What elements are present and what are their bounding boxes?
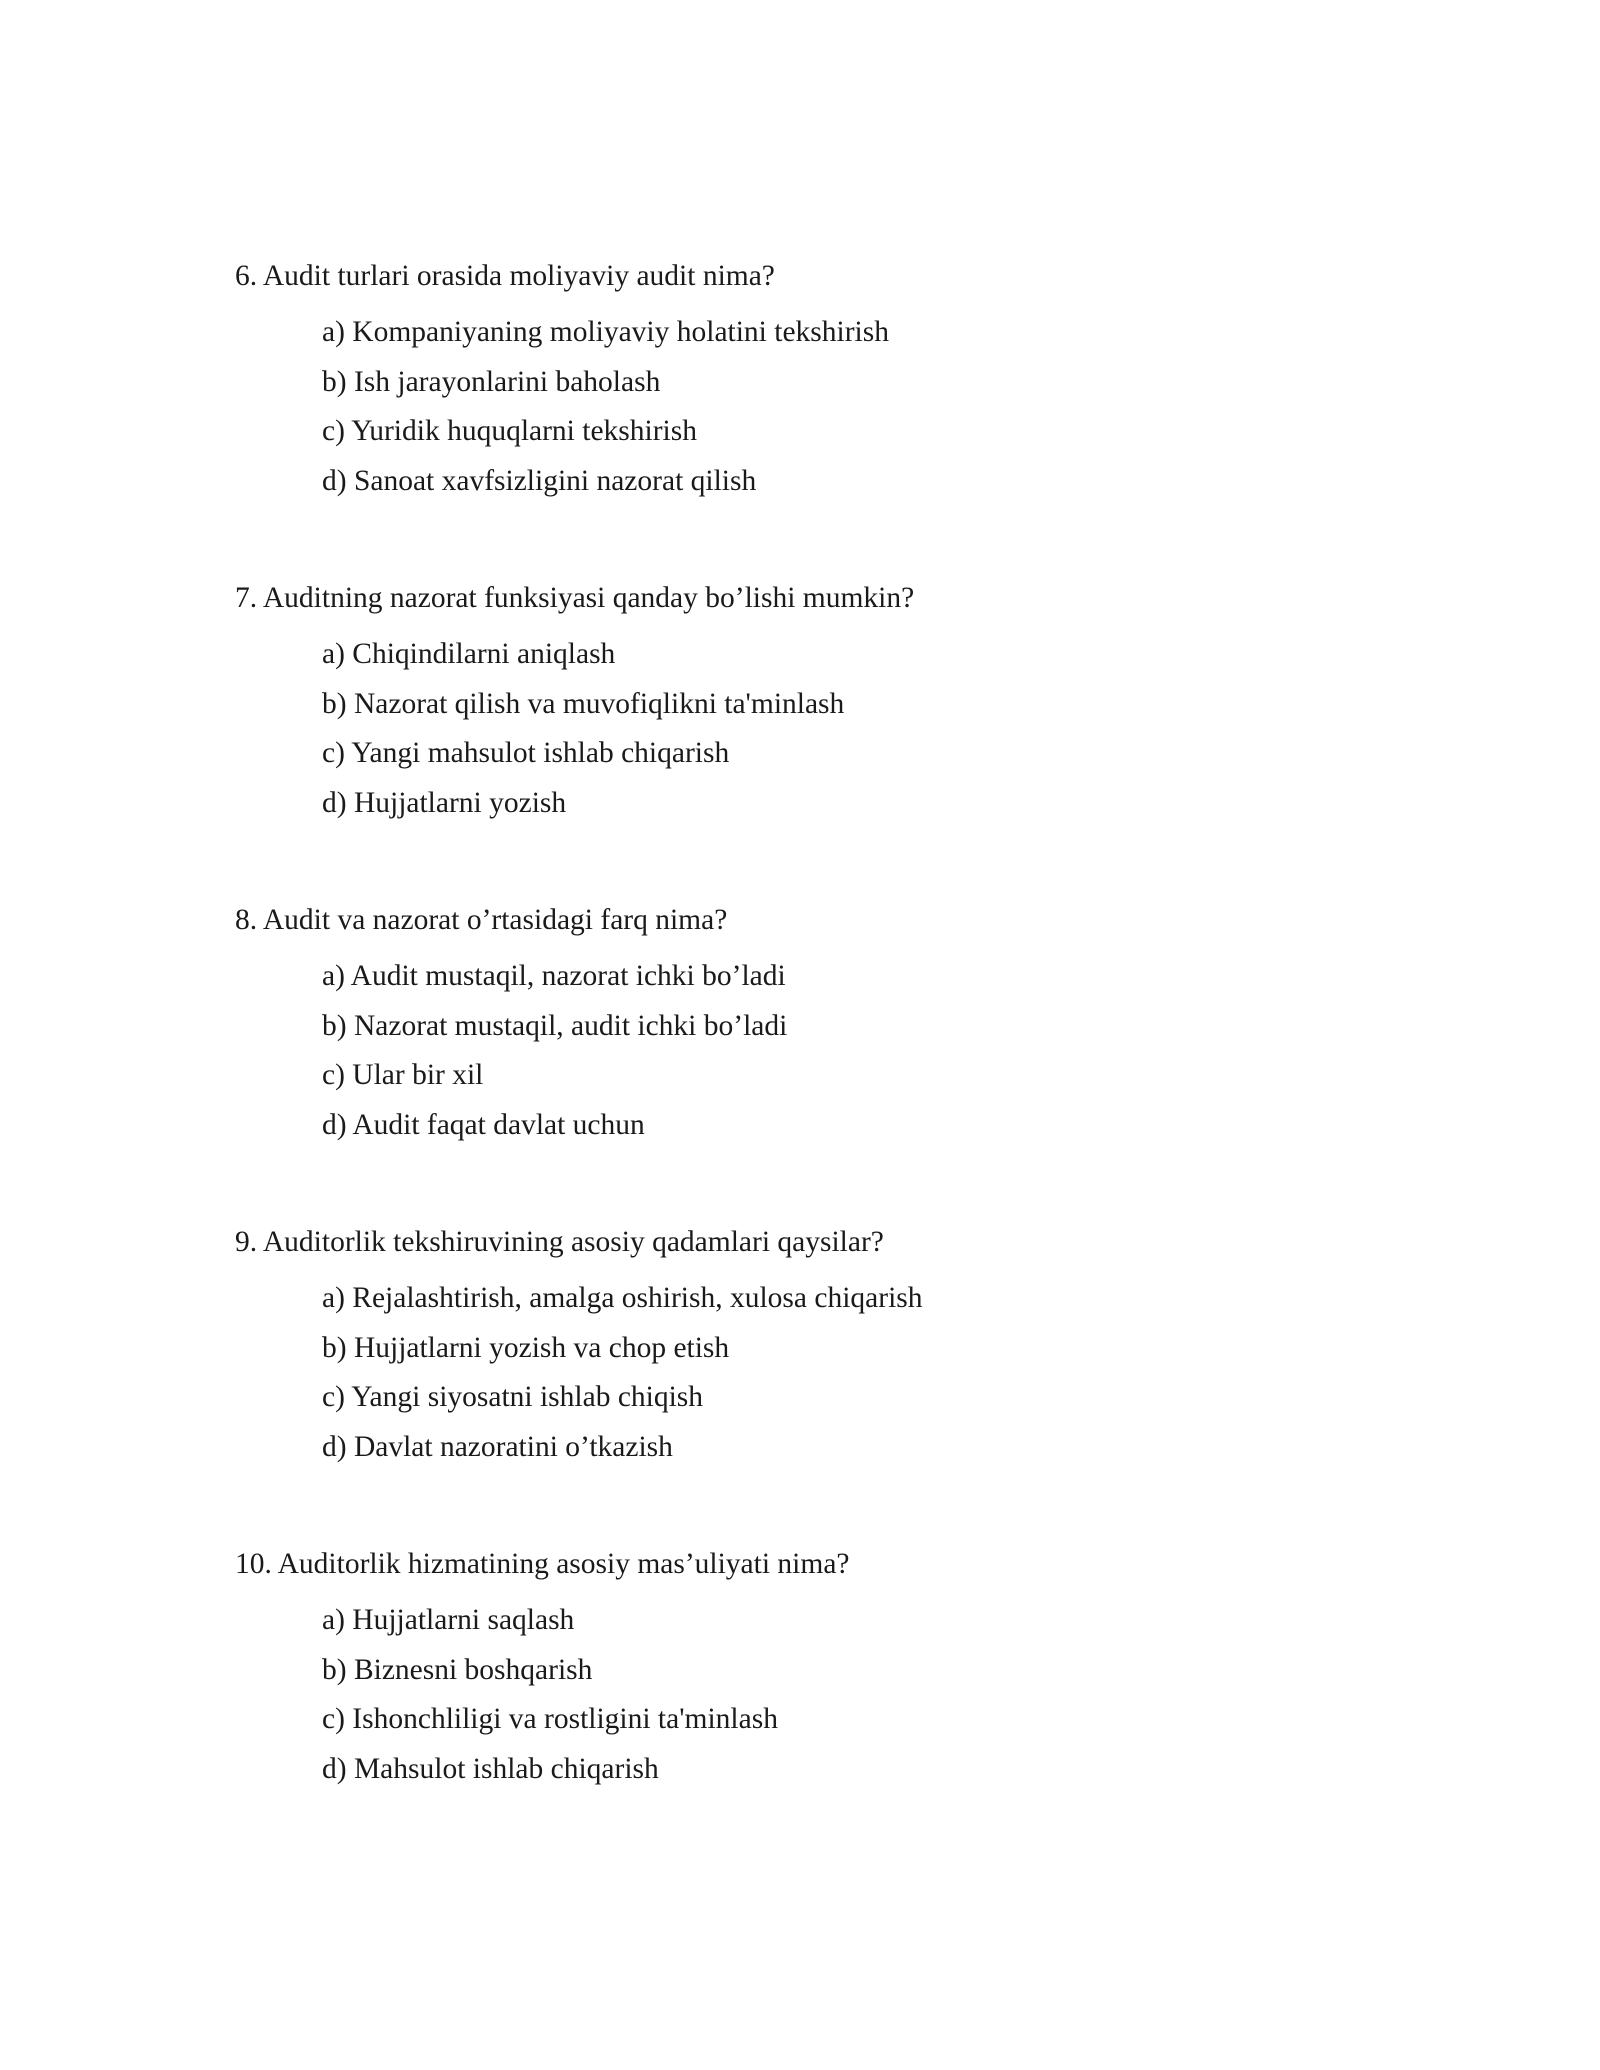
- question-text: 10. Auditorlik hizmatining asosiy mas’uliyati nima?: [235, 1548, 850, 1580]
- answer-options: [322, 636, 1435, 834]
- option-a: a) Kompaniyaning moliyaviy holatini tekshirish: [322, 316, 889, 348]
- question-text: 9. Auditorlik tekshiruvining asosiy qadamlari qaysilar?: [235, 1226, 884, 1258]
- option-a: a) Rejalashtirish, amalga oshirish, xulosa chiqarish: [322, 1282, 923, 1314]
- question-text: 7. Auditning nazorat funksiyasi qanday bo’lishi mumkin?: [235, 582, 915, 614]
- option-c: c) Yangi mahsulot ishlab chiqarish: [322, 737, 730, 769]
- question-9: [235, 1224, 1435, 1478]
- answer-options: [322, 1602, 1435, 1800]
- option-d: d) Audit faqat davlat uchun: [322, 1108, 645, 1141]
- option-b: b) Nazorat qilish va muvofiqlikni ta'minlash: [322, 687, 845, 720]
- question-8: [235, 902, 1435, 1156]
- answer-options: [322, 958, 1435, 1156]
- option-c: c) Ishonchliligi va rostligini ta'minlash: [322, 1703, 778, 1735]
- question-7: [235, 580, 1435, 834]
- option-c: c) Yangi siyosatni ishlab chiqish: [322, 1381, 704, 1413]
- option-b: b) Ish jarayonlarini baholash: [322, 365, 661, 398]
- option-b: b) Biznesni boshqarish: [322, 1653, 593, 1686]
- question-text: 8. Audit va nazorat o’rtasidagi farq nima?: [235, 904, 728, 936]
- option-a: a) Audit mustaqil, nazorat ichki bo’ladi: [322, 960, 786, 992]
- answer-options: [322, 314, 1435, 512]
- option-c: c) Yuridik huquqlarni tekshirish: [322, 415, 697, 447]
- option-b: b) Nazorat mustaqil, audit ichki bo’ladi: [322, 1009, 788, 1042]
- option-d: d) Mahsulot ishlab chiqarish: [322, 1752, 659, 1785]
- option-d: d) Sanoat xavfsizligini nazorat qilish: [322, 464, 757, 497]
- option-a: a) Chiqindilarni aniqlash: [322, 638, 616, 670]
- option-c: c) Ular bir xil: [322, 1059, 484, 1091]
- option-b: b) Hujjatlarni yozish va chop etish: [322, 1331, 730, 1364]
- question-6: [235, 258, 1435, 512]
- option-a: a) Hujjatlarni saqlash: [322, 1604, 575, 1636]
- question-text: 6. Audit turlari orasida moliyaviy audit nima?: [235, 260, 775, 292]
- option-d: d) Hujjatlarni yozish: [322, 786, 567, 819]
- answer-options: [322, 1280, 1435, 1478]
- question-10: [235, 1546, 1435, 1800]
- option-d: d) Davlat nazoratini o’tkazish: [322, 1430, 673, 1463]
